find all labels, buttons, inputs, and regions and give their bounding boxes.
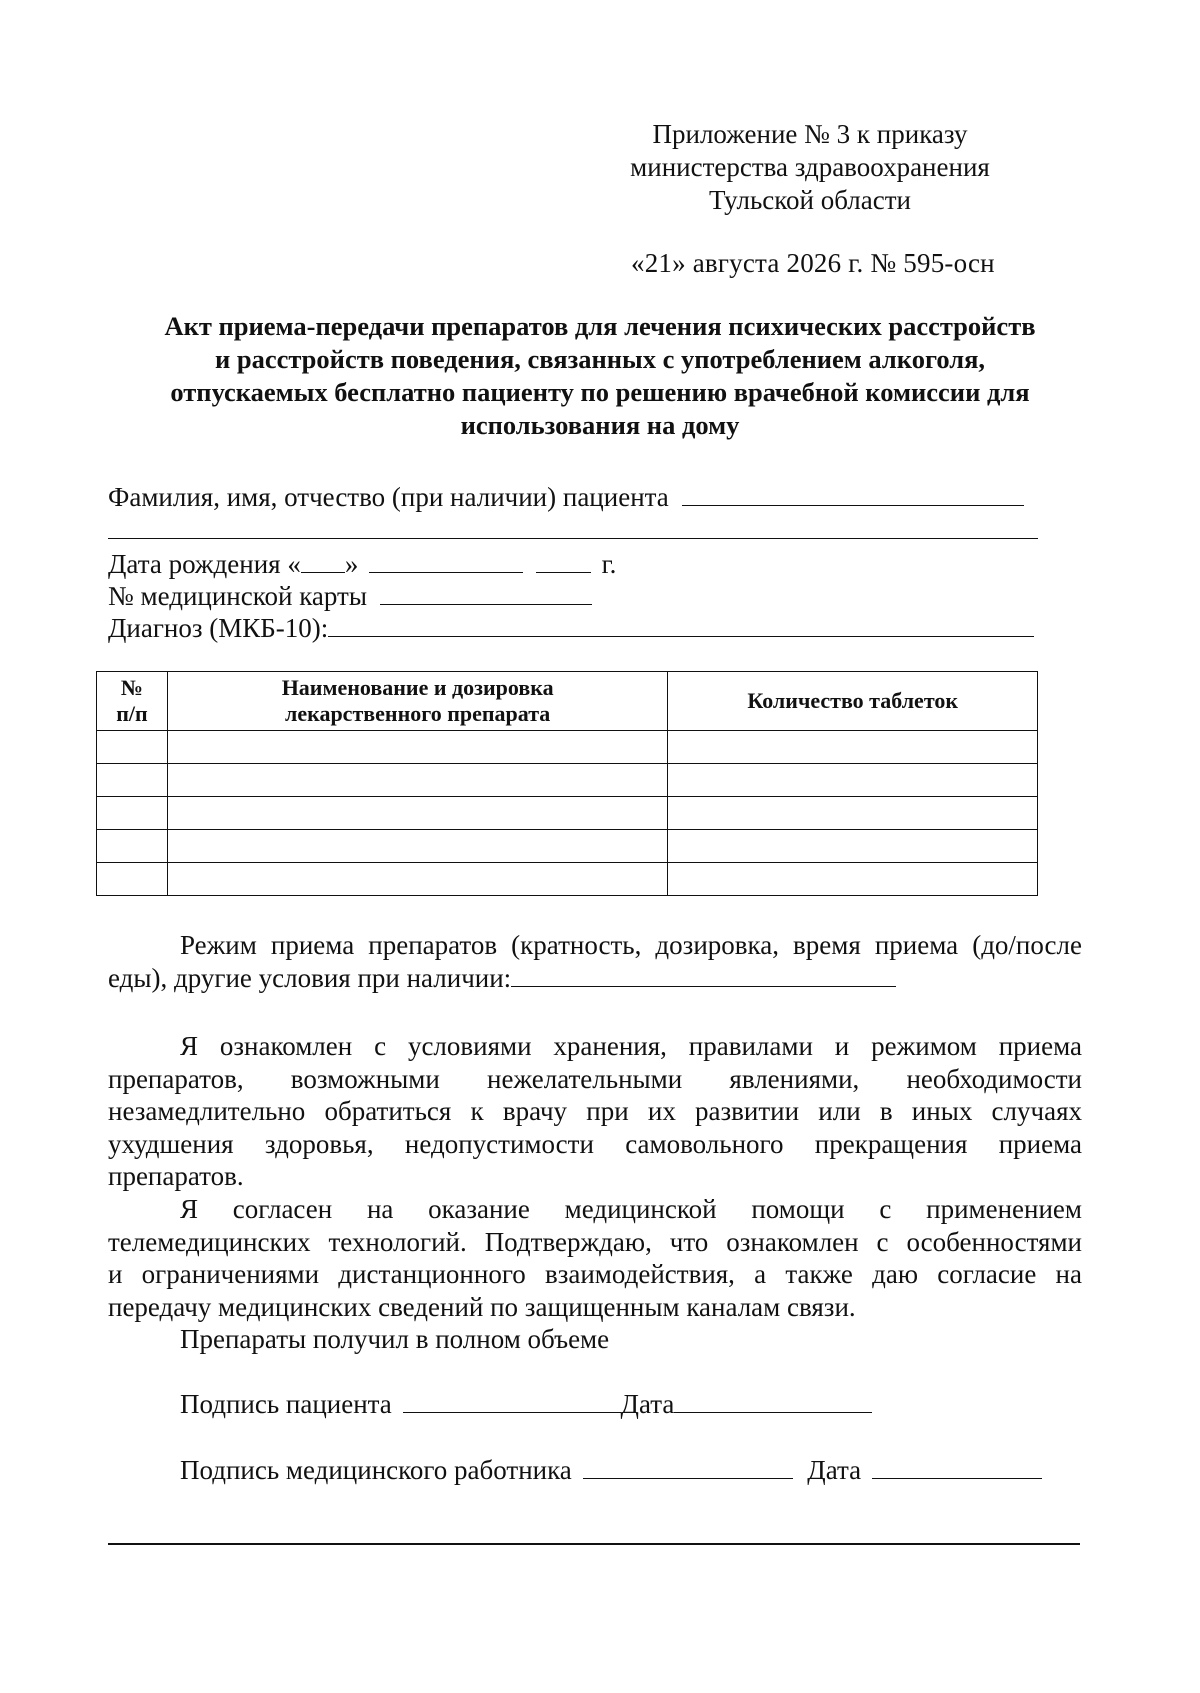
regimen-line-2: еды), другие условия при наличии: (108, 962, 512, 993)
regimen-paragraph (108, 929, 1082, 994)
worker-signature-row (180, 1454, 1042, 1486)
table-cell[interactable] (167, 797, 667, 830)
table-row (97, 830, 1038, 863)
appendix-line-1: Приложение № 3 к приказу (652, 119, 968, 149)
appendix-header (560, 118, 1060, 217)
patient-date-label: Дата (620, 1389, 675, 1419)
table-row (97, 764, 1038, 797)
col-quantity-header: Количество таблеток (668, 672, 1038, 731)
appendix-line-3: Тульской области (709, 185, 911, 215)
received-statement: Препараты получил в полном объеме (180, 1324, 610, 1354)
regimen-blank[interactable] (511, 962, 896, 987)
regimen-line-2-wrap (108, 962, 1082, 995)
med-card-label: № медицинской карты (108, 581, 367, 611)
title-line-3: отпускаемых бесплатно пациенту по решению врачебной комиссии для (170, 377, 1030, 407)
consent1-line-3: незамедлительно обратиться к врачу при их развитии или в иных случаях (108, 1096, 1082, 1126)
patient-signature-row (180, 1388, 872, 1420)
col-number-header (97, 672, 168, 731)
worker-date-label: Дата (807, 1455, 862, 1485)
table-cell[interactable] (97, 764, 168, 797)
table-cell[interactable] (167, 731, 667, 764)
diagnosis-blank[interactable] (328, 612, 1034, 637)
diagnosis-label: Диагноз (МКБ-10): (108, 613, 329, 643)
patient-date-blank[interactable] (674, 1388, 872, 1413)
title-line-1: Акт приема-передачи препаратов для лечения психических расстройств (164, 311, 1036, 341)
worker-signature-label: Подпись медицинского работника (180, 1455, 572, 1485)
col-name-header-line-2: лекарственного препарата (285, 701, 551, 726)
regimen-line-1: Режим приема препаратов (кратность, дозировка, время приема (до/после (180, 930, 1082, 960)
table-cell[interactable] (668, 764, 1038, 797)
birth-month-blank[interactable] (369, 548, 523, 573)
appendix-line-2: министерства здравоохранения (630, 152, 990, 182)
table-cell[interactable] (668, 797, 1038, 830)
patient-signature-blank[interactable] (403, 1388, 621, 1413)
col-number-header-line-1: № (120, 675, 144, 700)
col-number-header-line-2: п/п (116, 701, 148, 726)
birth-date-label: Дата рождения « (108, 549, 301, 579)
order-date-number: «21» августа 2026 г. № 595-осн (631, 248, 995, 278)
consent1-line-5: препаратов. (108, 1161, 244, 1191)
table-cell[interactable] (97, 797, 168, 830)
med-card-field (108, 580, 592, 612)
table-cell[interactable] (668, 830, 1038, 863)
diagnosis-field (108, 612, 1034, 644)
consent-paragraph-1 (108, 1030, 1082, 1193)
table-cell[interactable] (668, 863, 1038, 896)
consent2-line-3: и ограничениями дистанционного взаимодействия, а также даю согласие на (108, 1259, 1082, 1289)
birth-date-field (108, 548, 616, 580)
consent2-line-4: передачу медицинских сведений по защищенным каналам связи. (108, 1291, 856, 1322)
table-cell[interactable] (167, 863, 667, 896)
patient-name-field (108, 481, 1024, 513)
consent1-line-1: Я ознакомлен с условиями хранения, правилами и режимом приема (180, 1031, 1082, 1061)
consent2-line-2: телемедицинских технологий. Подтверждаю, что ознакомлен с особенностями (108, 1226, 1082, 1257)
consent1-line-2: препаратов, возможными нежелательными явлениями, необходимости (108, 1063, 1082, 1094)
document-title (100, 310, 1100, 442)
worker-signature-blank[interactable] (583, 1454, 793, 1479)
patient-signature-label: Подпись пациента (180, 1389, 392, 1419)
consent-paragraph-2 (108, 1193, 1082, 1323)
col-name-header (167, 672, 667, 731)
worker-date-blank[interactable] (872, 1454, 1042, 1479)
table-cell[interactable] (97, 863, 168, 896)
birth-year-blank[interactable] (536, 548, 591, 573)
title-line-4: использования на дому (460, 410, 740, 440)
col-name-header-line-1: Наименование и дозировка (281, 675, 554, 700)
bottom-divider (108, 1543, 1080, 1545)
med-card-blank[interactable] (380, 580, 592, 605)
title-line-2: и расстройств поведения, связанных с употреблением алкоголя, (214, 344, 986, 374)
birth-year-suffix: г. (601, 549, 617, 579)
patient-name-blank[interactable] (682, 481, 1024, 506)
consent2-line-1: Я согласен на оказание медицинской помощи с применением (180, 1194, 1082, 1224)
table-row (97, 731, 1038, 764)
table-row (97, 863, 1038, 896)
table-cell[interactable] (167, 764, 667, 797)
consent1-line-4: ухудшения здоровья, недопустимости самовольного прекращения приема (108, 1128, 1082, 1159)
patient-name-label: Фамилия, имя, отчество (при наличии) пациента (108, 482, 669, 512)
table-cell[interactable] (97, 830, 168, 863)
medications-table (96, 671, 1038, 896)
patient-name-blank-line-2[interactable] (108, 538, 1038, 539)
table-cell[interactable] (668, 731, 1038, 764)
table-cell[interactable] (167, 830, 667, 863)
birth-date-quote-close: » (344, 549, 359, 579)
table-row (97, 797, 1038, 830)
table-header-row (97, 672, 1038, 731)
table-cell[interactable] (97, 731, 168, 764)
birth-day-blank[interactable] (301, 548, 345, 573)
